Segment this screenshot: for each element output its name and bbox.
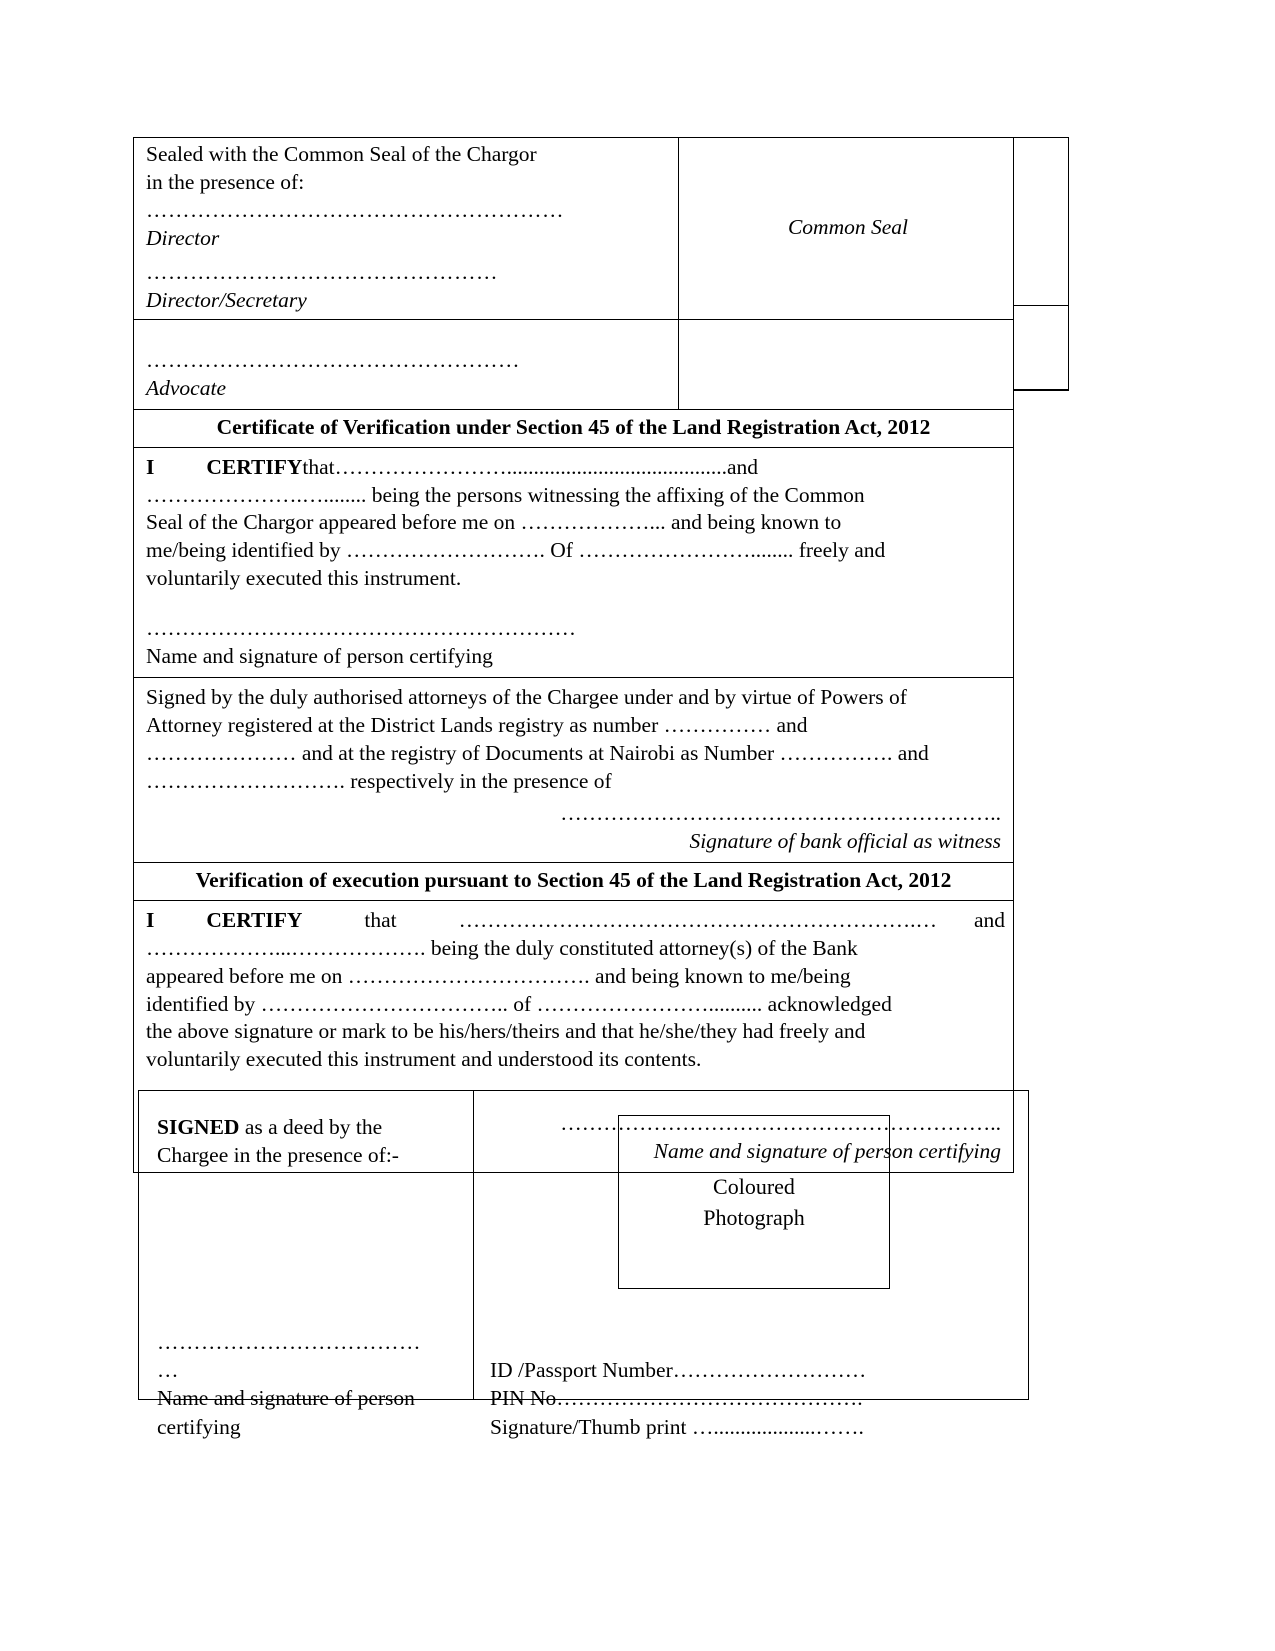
advocate-blank-cell xyxy=(679,319,1014,409)
photo-label-line-1: Coloured xyxy=(713,1173,795,1199)
advocate-signature-line[interactable]: …………………………………………… xyxy=(146,347,520,372)
table-row-common-seal xyxy=(134,138,1014,320)
certify-i-label: I xyxy=(146,454,155,479)
certificate-signature-line[interactable]: …………………………………………………… xyxy=(146,616,576,641)
table-row-advocate xyxy=(134,319,1014,409)
verification-signature-line[interactable]: …………………………………………………….. xyxy=(560,1111,1001,1136)
common-seal-cell: Common Seal xyxy=(679,138,1014,320)
bank-official-signature-caption: Signature of bank official as witness xyxy=(689,828,1001,853)
verification-execution-heading: Verification of execution pursuant to Section 45 of the Land Registration Act, 2012 xyxy=(134,862,1014,900)
verify-i-label: I xyxy=(146,907,155,932)
execution-and-certificates-table xyxy=(133,137,1014,1173)
director-signature-line[interactable]: ………………………………………………… xyxy=(146,197,564,222)
attorney-line-4[interactable]: ………………………. respectively in the presence of xyxy=(146,768,612,793)
certificate-line-3[interactable]: Seal of the Chargor appeared before me on ………………... and being known to xyxy=(146,510,842,535)
verify-certify-keyword: CERTIFY xyxy=(206,907,303,932)
verify-that-word: that xyxy=(364,907,397,932)
attorney-line-1: Signed by the duly authorised attorneys of the Chargee under and by virtue of Powers of xyxy=(146,685,907,710)
table-row-certificate-heading xyxy=(134,409,1014,447)
verification-line-6: voluntarily executed this instrument and understood its contents. xyxy=(146,1047,702,1072)
table-row-certificate-body xyxy=(134,447,1014,678)
seal-intro-line1: Sealed with the Common Seal of the Chargor xyxy=(146,142,537,166)
photograph-and-id-cell xyxy=(474,1091,1029,1439)
attorney-block-cell xyxy=(134,678,1014,863)
coloured-photograph-box[interactable] xyxy=(618,1115,890,1289)
signed-deed-table xyxy=(138,1090,1029,1439)
verification-line-1 xyxy=(146,907,1005,935)
signed-deed-line-2: Chargee in the presence of:- xyxy=(157,1143,399,1168)
certificate-line-1-rest[interactable]: that…………………….........................................and xyxy=(302,454,759,479)
photo-label-line-2: Photograph xyxy=(703,1205,805,1230)
seal-intro-line2: in the presence of: xyxy=(146,169,305,194)
signed-deed-cell xyxy=(139,1091,474,1439)
signed-rest: as a deed by the xyxy=(239,1115,383,1139)
pin-number-field[interactable]: PIN No……………………………………. xyxy=(490,1386,863,1411)
chargor-seal-cell xyxy=(134,138,679,320)
verification-line-4[interactable]: identified by …………………………….. of …………………….......... acknowledged xyxy=(146,991,892,1016)
witness-signature-line[interactable]: ……………………………… xyxy=(157,1329,421,1354)
director-secretary-label: Director/Secretary xyxy=(146,287,307,312)
bank-official-signature-line[interactable]: …………………………………………………….. xyxy=(560,800,1001,825)
table-row-signed-deed xyxy=(139,1091,1029,1400)
attorney-line-3[interactable]: ………………… and at the registry of Documents at Nairobi as Number ……………. and xyxy=(146,741,929,765)
director-label: Director xyxy=(146,225,220,250)
witness-caption-line-1: Name and signature of person xyxy=(157,1386,415,1411)
signature-thumbprint-field[interactable]: Signature/Thumb print …...................……. xyxy=(490,1414,864,1439)
witness-signature-area xyxy=(157,1328,457,1442)
signed-keyword: SIGNED xyxy=(157,1115,240,1139)
table-row-attorney-block xyxy=(134,678,1014,863)
certificate-verification-heading: Certificate of Verification under Section 45 of the Land Registration Act, 2012 xyxy=(134,409,1014,447)
verification-line-5: the above signature or mark to be his/hers/theirs and that he/she/they had freely and xyxy=(146,1019,866,1044)
verification-signature-caption: Name and signature of person certifying xyxy=(653,1139,1001,1164)
table-row-verification-heading xyxy=(134,862,1014,900)
witness-signature-line-cont[interactable]: … xyxy=(157,1357,179,1382)
certificate-line-1 xyxy=(146,454,1005,482)
attorney-line-2[interactable]: Attorney registered at the District Lands registry as number …………… and xyxy=(146,713,808,738)
id-passport-field[interactable]: ID /Passport Number……………………… xyxy=(490,1357,867,1382)
advocate-label: Advocate xyxy=(146,375,226,400)
certificate-line-2[interactable]: ………………….…........ being the persons witnessing the affixing of the Common xyxy=(146,482,865,507)
verify-name-line[interactable]: ……………………………………………………….… xyxy=(458,907,938,932)
certificate-line-4[interactable]: me/being identified by ………………………. Of ……………………........ freely and xyxy=(146,538,886,563)
verification-line-2[interactable]: ………………...………………. being the duly constituted attorney(s) of the Bank xyxy=(146,935,858,960)
identity-fields xyxy=(490,1356,990,1441)
witness-caption-line-2: certifying xyxy=(157,1414,241,1439)
certify-keyword: CERTIFY xyxy=(206,454,303,479)
signed-deed-line-1 xyxy=(157,1113,465,1141)
verify-and-word: and xyxy=(973,907,1005,932)
verification-line-3[interactable]: appeared before me on ……………………………. and being known to me/being xyxy=(146,963,851,988)
right-margin-cell-row2 xyxy=(1013,305,1069,391)
director-secretary-signature-line[interactable]: ………………………………………… xyxy=(146,259,498,284)
advocate-cell xyxy=(134,319,679,409)
certificate-signature-caption: Name and signature of person certifying xyxy=(146,644,493,669)
certificate-line-5: voluntarily executed this instrument. xyxy=(146,566,462,591)
certificate-body-cell xyxy=(134,447,1014,678)
